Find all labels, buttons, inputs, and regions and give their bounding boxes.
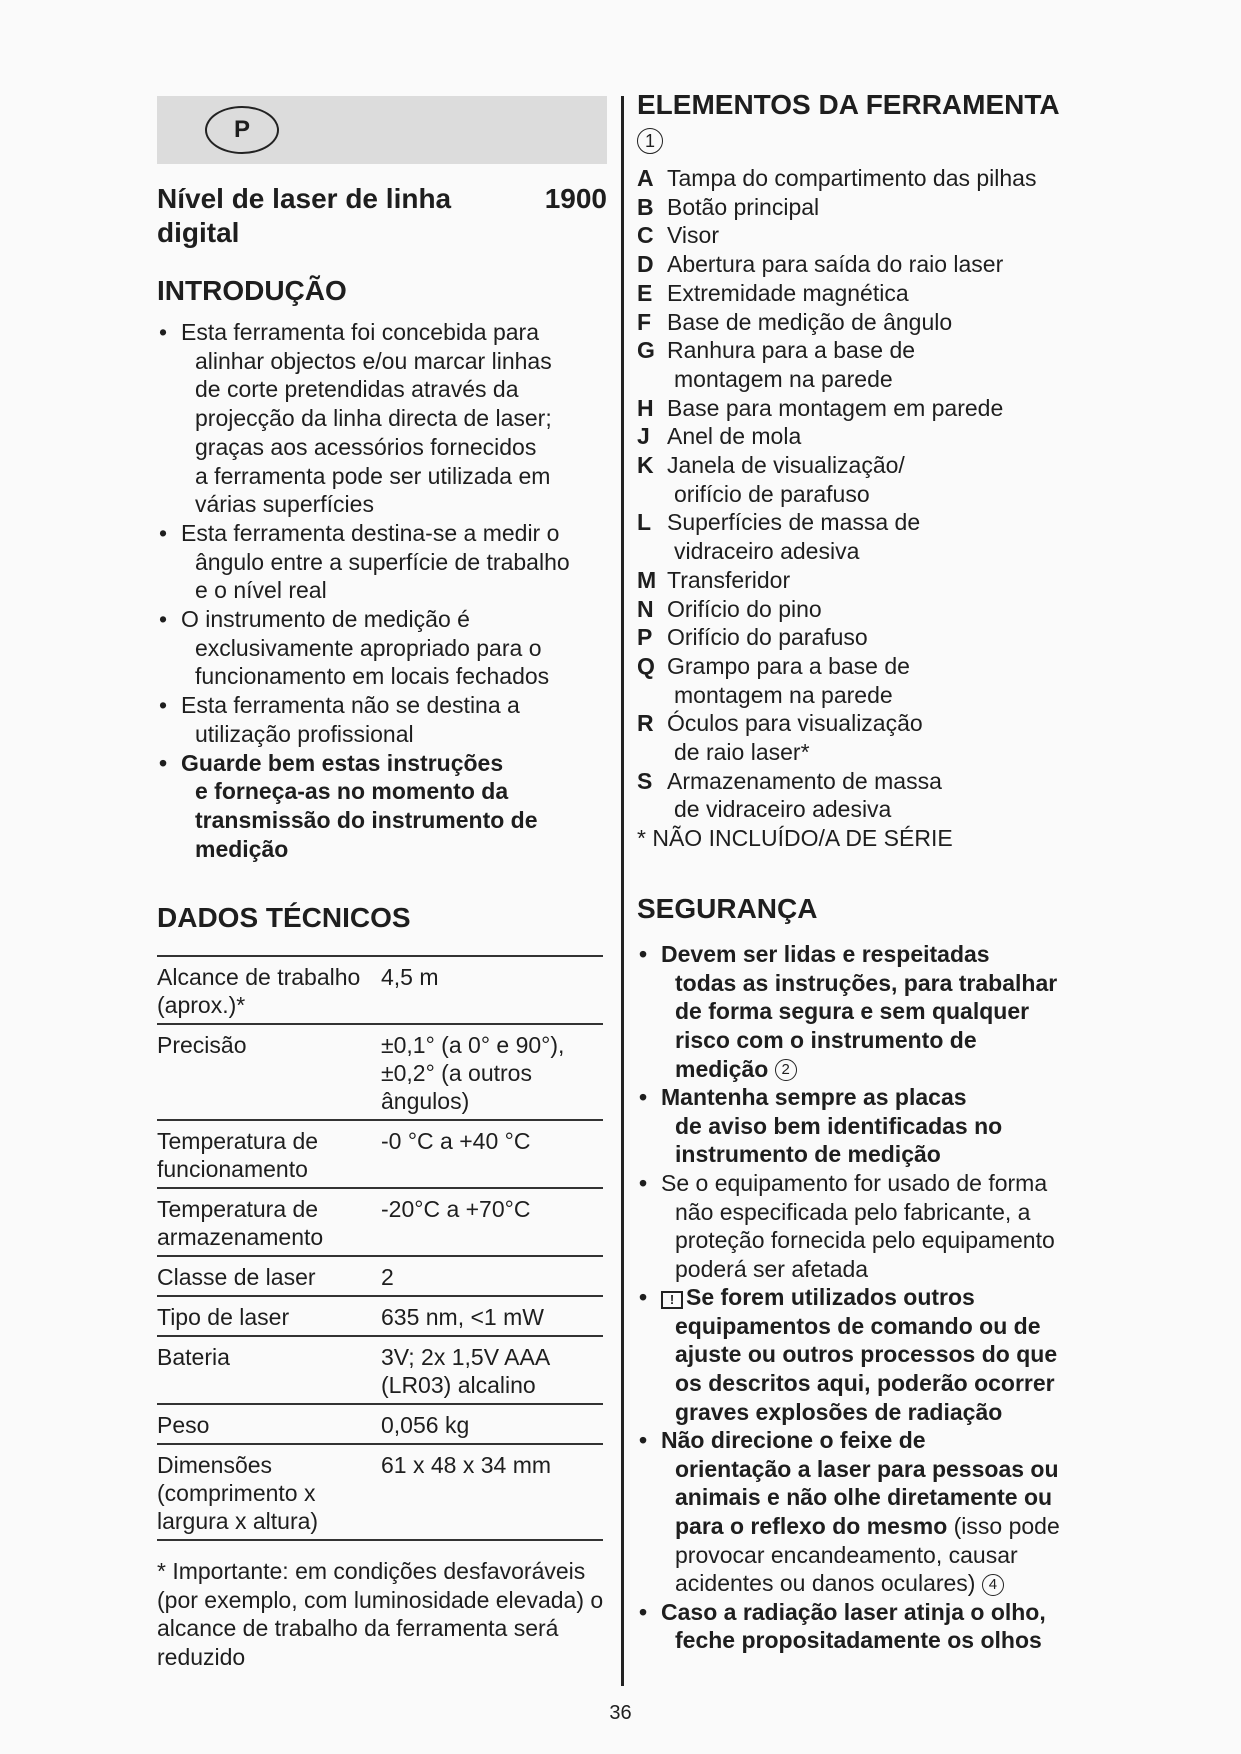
legend-item xyxy=(637,336,1097,393)
legend-key: E xyxy=(637,279,653,306)
language-code-badge: P xyxy=(205,106,279,154)
spec-value: -0 °C a +40 °C xyxy=(381,1128,531,1155)
components-footnote: * NÃO INCLUÍDO/A DE SÉRIE xyxy=(637,825,953,852)
spec-label: Temperatura de funcionamento xyxy=(157,1128,319,1183)
intro-list-item: • Esta ferramenta destina-se a medir o ângulo entre a superfície de trabalho e o nível real xyxy=(157,519,607,605)
specs-heading: DADOS TÉCNICOS xyxy=(157,902,411,934)
legend-item xyxy=(637,451,1097,508)
spec-value: -20°C a +70°C xyxy=(381,1196,531,1223)
legend-key: C xyxy=(637,222,654,249)
intro-heading: INTRODUÇÃO xyxy=(157,275,347,306)
spec-value: 635 nm, <1 mW xyxy=(381,1304,544,1331)
legend-item xyxy=(637,193,1097,222)
warning-icon: ! xyxy=(661,1291,683,1309)
safety-item: • Não direcione o feixe de orientação a laser para pessoas ou animais e não olhe diretamente ou para o reflexo do mesmo (isso pode provocar encandeamento, causar acidentes ou danos oculares) 4 xyxy=(637,1426,1097,1598)
safety-item: • Se o equipamento for usado de forma não especificada pelo fabricante, a proteção fornecida pelo equipamento poderá ser afetada xyxy=(637,1169,1097,1283)
legend-key: S xyxy=(637,767,653,794)
legend-key: B xyxy=(637,193,654,220)
specs-note: * Importante: em condições desfavoráveis (por exemplo, com luminosidade elevada) o alcance de trabalho da ferramenta será reduzido xyxy=(157,1558,604,1670)
safety-item: • ! Se forem utilizados outros equipamentos de comando ou de ajuste ou outros processos do que os descritos aqui, poderão ocorrer graves explosões de radiação xyxy=(637,1283,1097,1426)
legend-key: R xyxy=(637,710,654,737)
legend-item xyxy=(637,623,1097,652)
legend-text: Grampo para a base de montagem na parede xyxy=(667,652,910,708)
legend-item xyxy=(637,308,1097,337)
legend-item xyxy=(637,508,1097,565)
specs-table xyxy=(157,955,603,1541)
intro-list-item: • Guarde bem estas instruções e forneça-as no momento da transmissão do instrumento de medição xyxy=(157,749,607,864)
safety-item: • Mantenha sempre as placas de aviso bem identificadas no instrumento de medição xyxy=(637,1083,1097,1169)
legend-text: Base para montagem em parede xyxy=(667,394,1004,421)
legend-key: L xyxy=(637,509,652,536)
specs-row xyxy=(157,1404,603,1444)
legend-item xyxy=(637,250,1097,279)
spec-label: Bateria xyxy=(157,1344,230,1371)
legend-text: Botão principal xyxy=(667,193,820,220)
legend-key: N xyxy=(637,595,654,622)
safety-item: • Caso a radiação laser atinja o olho, feche propositadamente os olhos xyxy=(637,1598,1097,1655)
specs-row xyxy=(157,1444,603,1540)
legend-item xyxy=(637,422,1097,451)
legend-item xyxy=(637,595,1097,624)
left-column xyxy=(157,96,607,1671)
spec-value: 2 xyxy=(381,1264,394,1291)
specs-row xyxy=(157,956,603,1024)
legend-text: Superfícies de massa de vidraceiro adesiva xyxy=(667,509,921,565)
figure-ref-badge: 4 xyxy=(982,1574,1004,1596)
legend-text: Armazenamento de massa de vidraceiro adesiva xyxy=(667,767,942,823)
intro-list-item: • Esta ferramenta foi concebida para alinhar objectos e/ou marcar linhas de corte pretendidas através da projecção da linha directa de laser; graças aos acessórios fornecidos a ferramenta pode ser utilizada em várias superfícies xyxy=(157,318,607,519)
legend-item xyxy=(637,709,1097,766)
column-divider xyxy=(621,96,624,1686)
legend-key: P xyxy=(637,624,653,651)
language-banner xyxy=(157,96,607,164)
spec-value: 3V; 2x 1,5V AAA (LR03) alcalino xyxy=(381,1344,551,1399)
spec-label: Tipo de laser xyxy=(157,1304,290,1331)
legend-item xyxy=(637,221,1097,250)
product-title xyxy=(157,182,607,250)
legend-text: Visor xyxy=(667,222,719,249)
legend-item xyxy=(637,566,1097,595)
legend-text: Base de medição de ângulo xyxy=(667,308,953,335)
legend-text: Anel de mola xyxy=(667,423,802,450)
legend-text: Transferidor xyxy=(667,566,791,593)
spec-value: 61 x 48 x 34 mm xyxy=(381,1452,552,1479)
legend-item xyxy=(637,279,1097,308)
spec-value: 4,5 m xyxy=(381,964,439,991)
spec-label: Alcance de trabalho (aprox.)* xyxy=(157,964,361,1019)
legend-item xyxy=(637,164,1097,193)
legend-text: Abertura para saída do raio laser xyxy=(667,251,1004,278)
legend-text: Orifício do parafuso xyxy=(667,624,868,651)
legend-key: Q xyxy=(637,652,655,679)
legend-item xyxy=(637,652,1097,709)
product-name-line1: Nível de laser de linha xyxy=(157,183,452,214)
legend-key: F xyxy=(637,308,652,335)
spec-label: Peso xyxy=(157,1412,210,1439)
spec-label: Classe de laser xyxy=(157,1264,316,1291)
safety-heading: SEGURANÇA xyxy=(637,893,818,925)
spec-label: Precisão xyxy=(157,1032,247,1059)
specs-row xyxy=(157,1188,603,1256)
intro-list xyxy=(157,318,607,863)
page-number: 36 xyxy=(609,1702,632,1724)
specs-row xyxy=(157,1296,603,1336)
legend-item xyxy=(637,394,1097,423)
right-column xyxy=(637,88,1097,1655)
components-heading: ELEMENTOS DA FERRAMENTA xyxy=(637,89,1060,120)
legend-text: Ranhura para a base de montagem na parede xyxy=(667,337,916,392)
legend-text: Orifício do pino xyxy=(667,595,822,622)
product-model: 1900 xyxy=(544,183,607,214)
specs-row xyxy=(157,1256,603,1296)
intro-list-item: • O instrumento de medição é exclusivamente apropriado para o funcionamento em locais fechados xyxy=(157,605,607,691)
safety-list xyxy=(637,940,1097,1655)
legend-key: G xyxy=(637,337,655,364)
legend-item xyxy=(637,767,1097,824)
safety-item: • Devem ser lidas e respeitadas todas as instruções, para trabalhar de forma segura e sem qualquer risco com o instrumento de medição 2 xyxy=(637,940,1097,1083)
spec-value: 0,056 kg xyxy=(381,1412,470,1439)
figure-ref-badge: 1 xyxy=(637,128,663,154)
spec-value: ±0,1° (a 0° e 90°), ±0,2° (a outros ângulos) xyxy=(381,1032,565,1115)
legend-text: Tampa do compartimento das pilhas xyxy=(667,165,1037,191)
specs-row xyxy=(157,1120,603,1188)
specs-row xyxy=(157,1024,603,1120)
legend-text: Janela de visualização/ orifício de parafuso xyxy=(667,452,905,507)
specs-row xyxy=(157,1336,603,1404)
figure-ref-badge: 2 xyxy=(775,1059,797,1081)
legend-key: H xyxy=(637,394,654,421)
legend-key: J xyxy=(637,423,650,450)
legend-key: K xyxy=(637,452,654,479)
components-legend xyxy=(637,164,1097,824)
safety-item1-rest: todas as instruções, para trabalhar de forma segura e sem qualquer risco com o instrumento de medição 2 xyxy=(675,969,1058,1082)
legend-text: Extremidade magnética xyxy=(667,279,909,306)
product-name-line2: digital xyxy=(157,217,240,248)
intro-list-item: • Esta ferramenta não se destina a utilização profissional xyxy=(157,691,607,748)
legend-key: M xyxy=(637,566,657,593)
spec-label: Dimensões (comprimento x largura x altura) xyxy=(157,1452,319,1535)
spec-label: Temperatura de armazenamento xyxy=(157,1196,324,1251)
legend-key: A xyxy=(637,165,654,191)
legend-text: Óculos para visualização de raio laser* xyxy=(667,710,923,766)
legend-key: D xyxy=(637,251,654,278)
